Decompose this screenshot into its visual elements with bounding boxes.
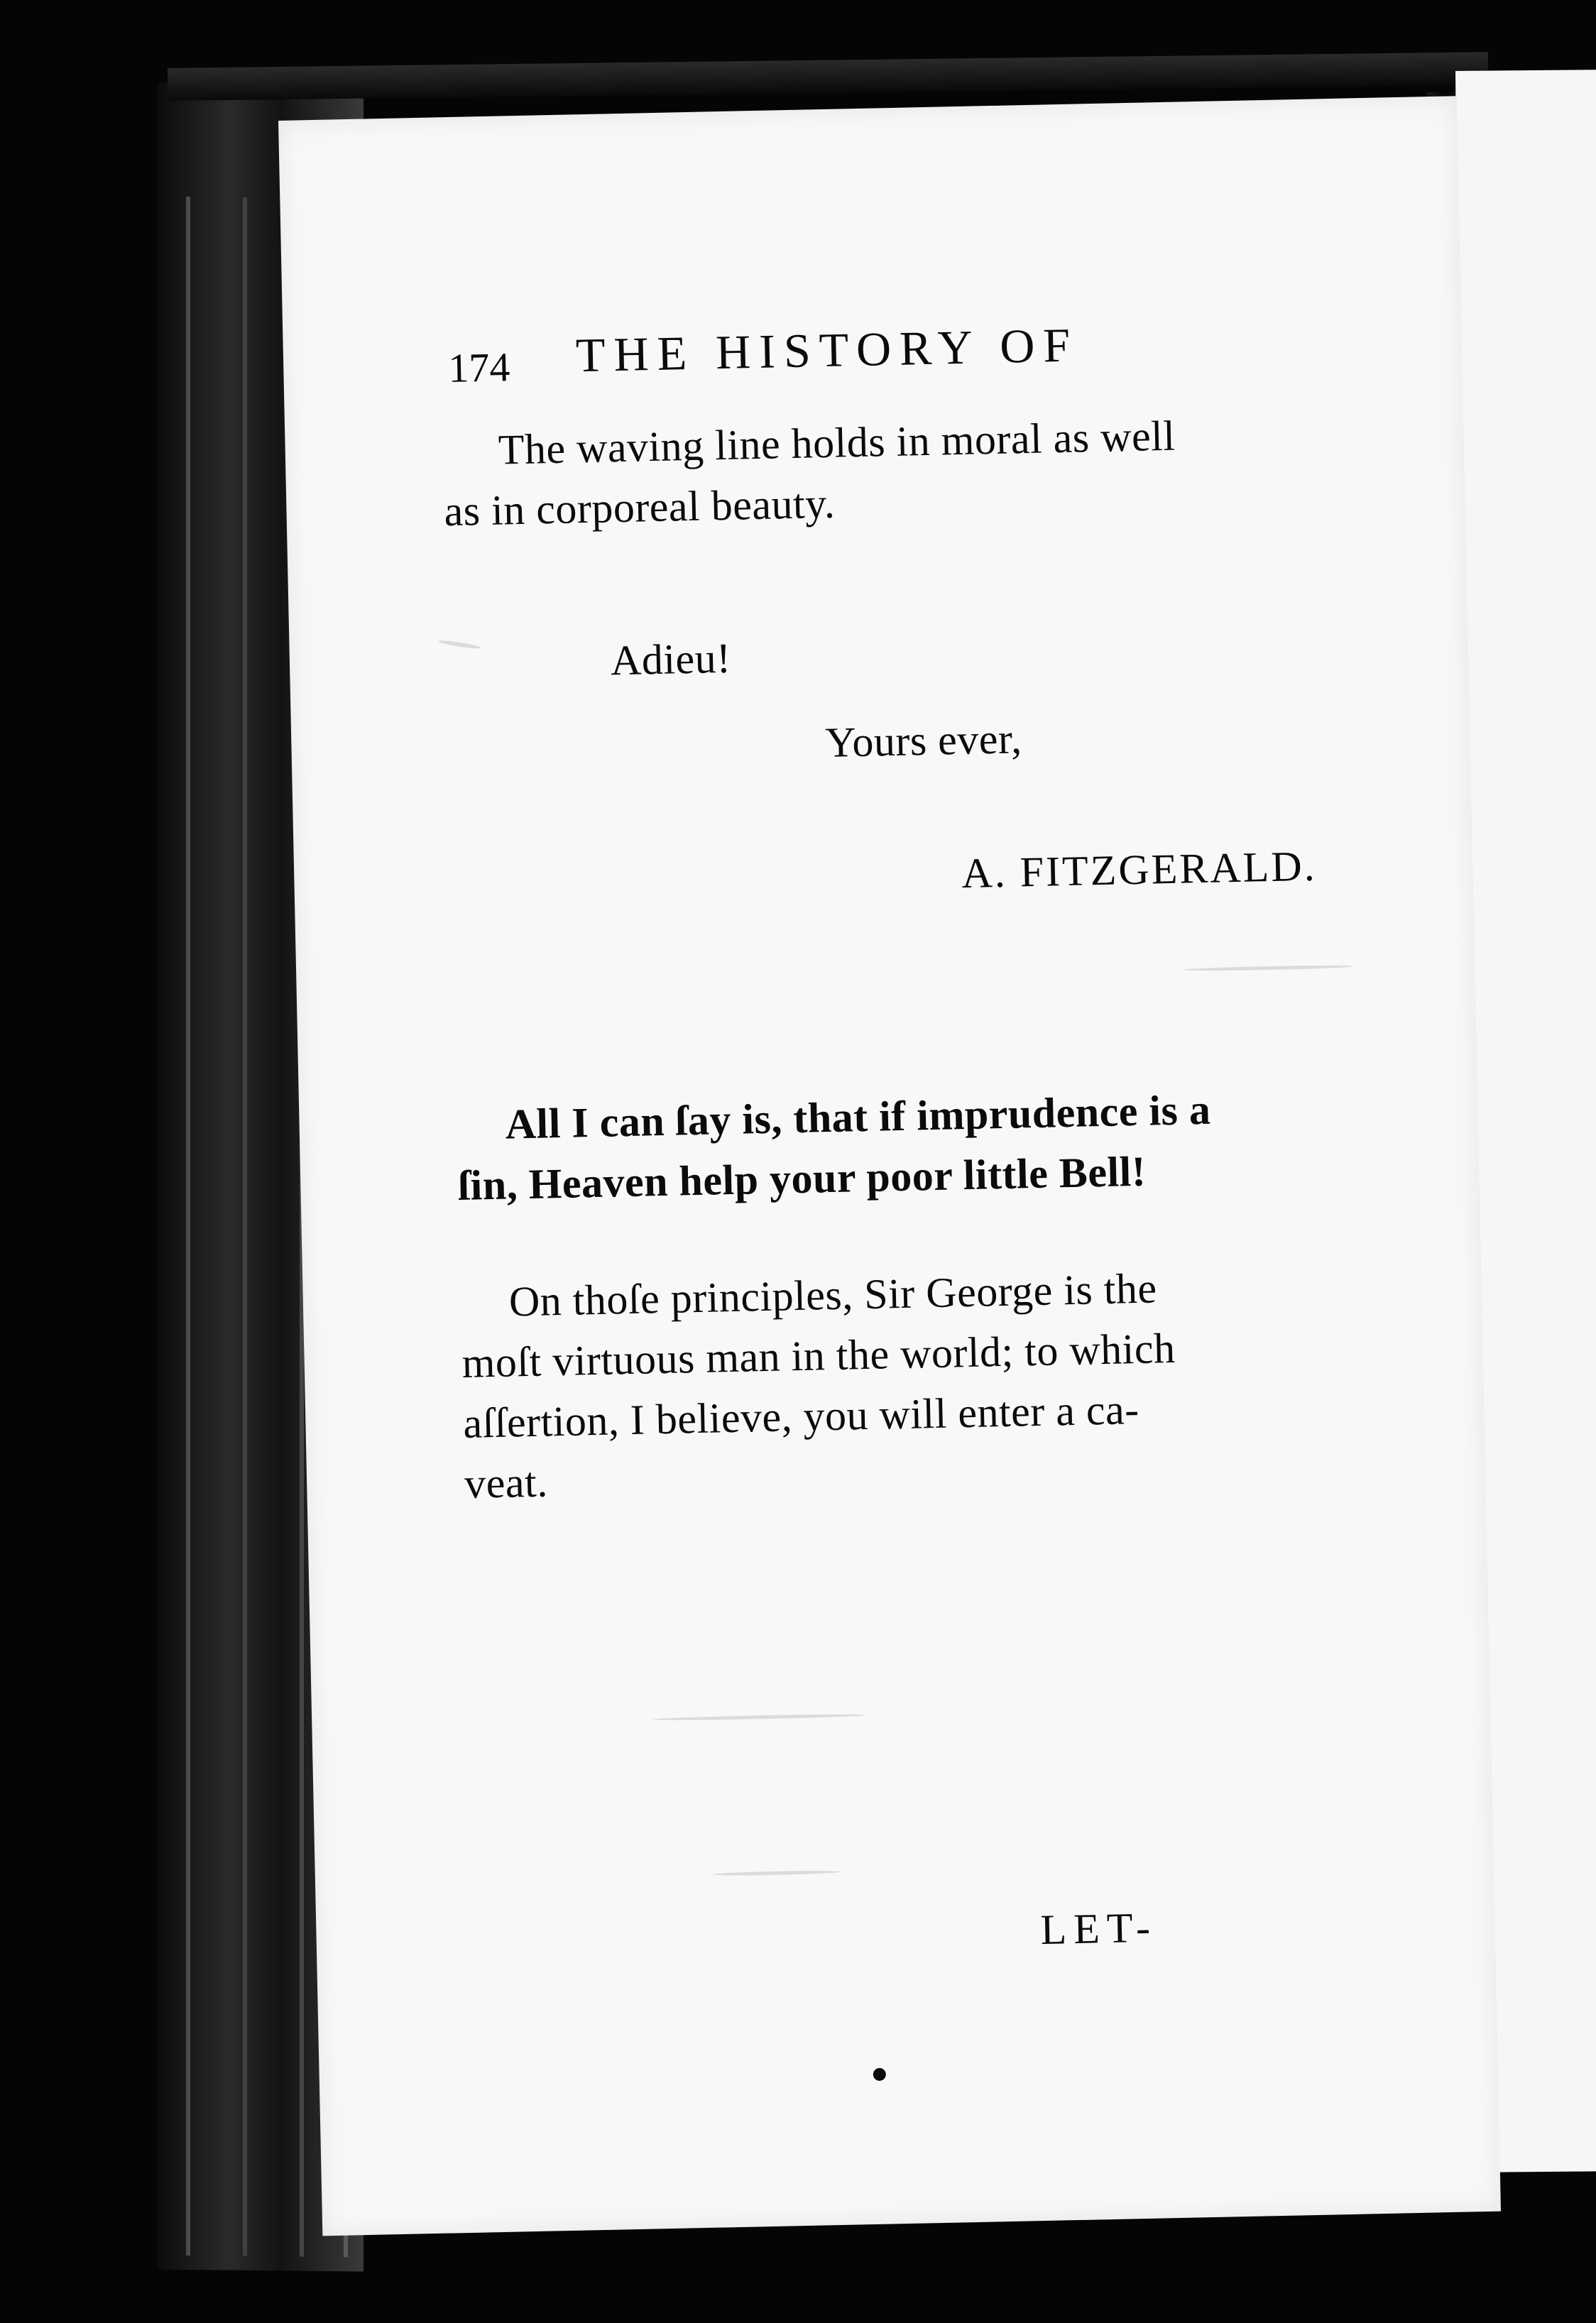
paragraph-line: All I can ſay is, that if imprudence is a	[504, 1086, 1212, 1148]
page-number: 174	[447, 344, 511, 392]
bleed-through-mark	[1184, 965, 1354, 972]
book-page	[278, 96, 1501, 2236]
bleed-through-mark	[713, 1870, 841, 1876]
paragraph-line: veat.	[464, 1458, 549, 1507]
bleed-through-mark	[438, 639, 481, 650]
text-line: as in corporeal beauty.	[443, 479, 836, 535]
book-top-edge	[168, 52, 1488, 101]
paragraph-line: moſt virtuous man in the world; to which	[461, 1324, 1176, 1387]
catchword: LET-	[1039, 1903, 1158, 1954]
paragraph-line: ſin, Heaven help your poor little Bell!	[457, 1147, 1147, 1210]
paragraph-line: On thoſe principles, Sir George is the	[508, 1264, 1158, 1326]
page-edge-line	[186, 197, 190, 2256]
signature: A. FITZGERALD.	[961, 842, 1318, 897]
ink-speck	[873, 2068, 886, 2081]
closing: Yours ever,	[824, 715, 1023, 767]
paragraph-line: aſſertion, I believe, you will enter a ca-	[462, 1386, 1140, 1447]
text-line: The waving line holds in moral as well	[498, 412, 1176, 474]
salutation: Adieu!	[610, 634, 732, 684]
page-edge-line	[243, 197, 247, 2256]
bleed-through-mark	[652, 1713, 865, 1721]
running-head: THE HISTORY OF	[575, 317, 1079, 383]
